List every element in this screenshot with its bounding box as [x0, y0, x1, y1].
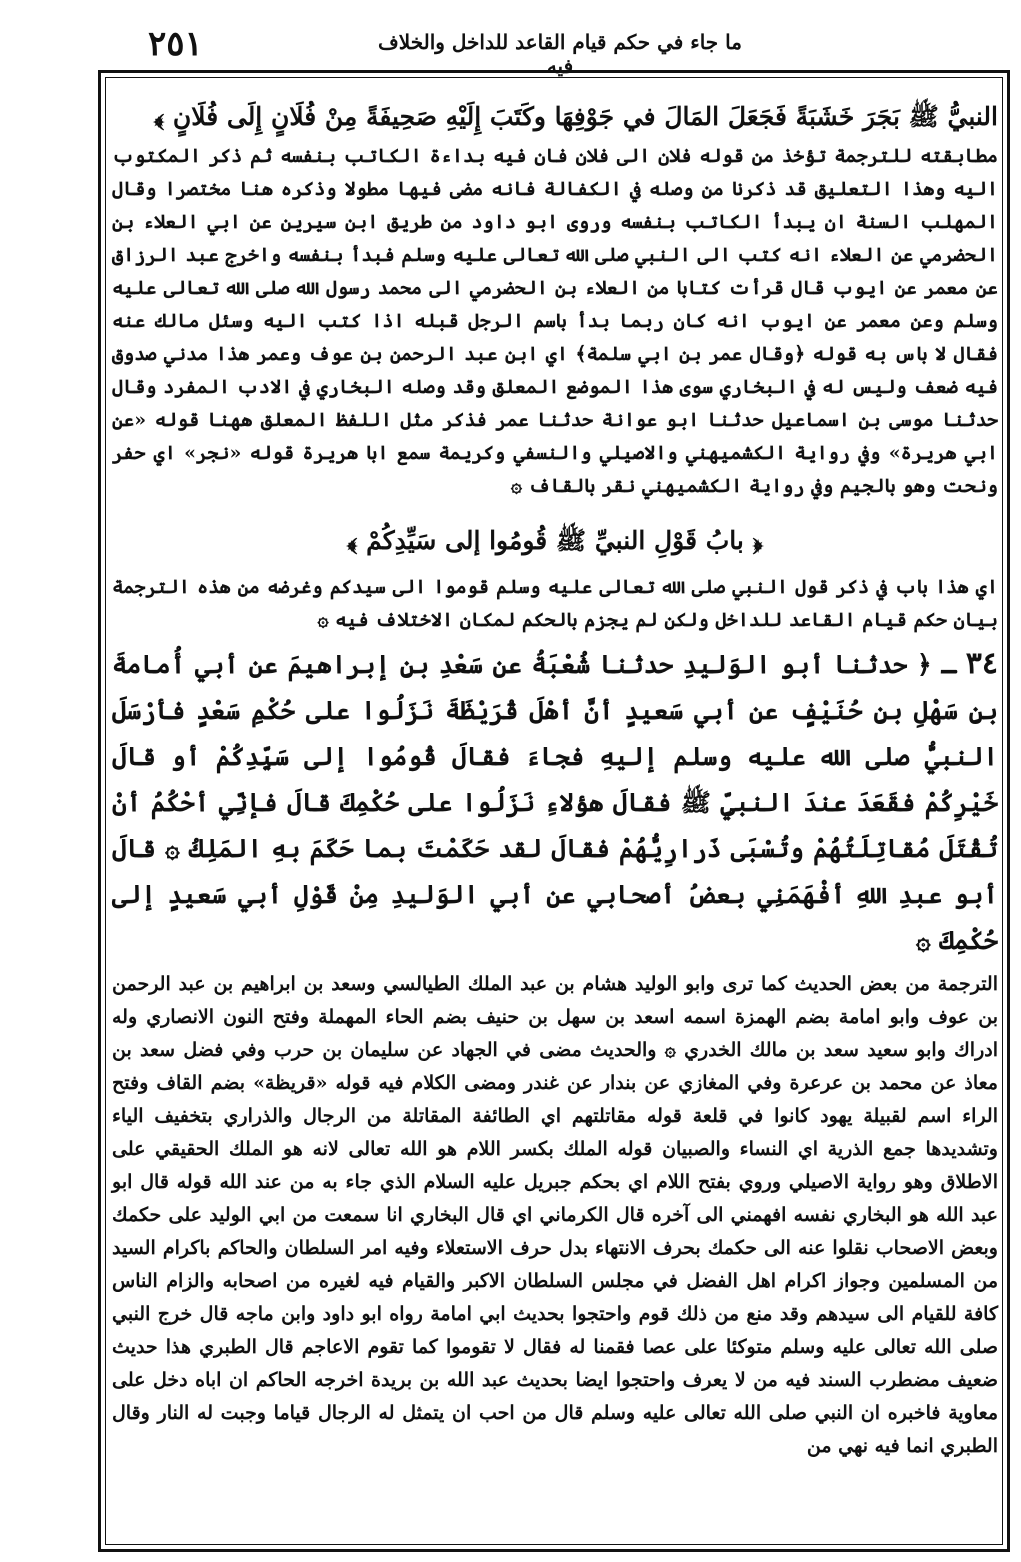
page-body — [112, 94, 998, 1463]
hadith-number: ٣٤ — [965, 646, 998, 681]
page-number: ٢٥١ — [148, 24, 203, 64]
hadith-text — [112, 641, 998, 964]
commentary-paragraph: مطابقته للترجمة تؤخذ من قوله فلان الى فلان فان فيه بداءة الكاتب بنفسه ثم ذكر المكتوب اليه وهذا التعليق قد ذكرنا من وصله في الكفالة فانه مضى فيها مطولا وذكره هنا مختصرا وقال المهلب السنة ان يبدأ الكاتب بنفسه وروى ابو داود من طريق ابن سيرين عن ابي العلاء بن الحضرمي عن العلاء انه كتب الى النبي صلى الله تعالى عليه وسلم فبدأ بنفسه واخرج عبد الرزاق عن معمر عن ايوب قال قرأت كتابا من العلاء بن الحضرمي الى محمد رسول الله صلى الله تعالى عليه وسلم وعن معمر عن ايوب انه كان ربما بدأ باسم الرجل قبله اذا كتب اليه وسئل مالك عنه فقال لا باس به قوله ﴿وقال عمر بن ابي سلمة﴾ اي ابن عبد الرحمن بن عوف وعمر هذا مدني صدوق فيه ضعف وليس له في البخاري سوى هذا الموضع المعلق وقد وصله البخاري في الادب المفرد وقال حدثنا موسى بن اسماعيل حدثنا ابو عوانة حدثنا عمر فذكر مثل اللفظ المعلق ههنا قوله «عن ابي هريرة» وفي رواية الكشميهني والاصيلي والنسفي وكريمة سمع ابا هريرة قوله «نجر» اي حفر ونحت وهو بالجيم وفي رواية الكشميهني نقر بالقاف ۞ — [112, 145, 998, 497]
matn-text: النبيُّ ﷺ بَجَرَ خَشَبَةً فَجَعَلَ المَالَ في جَوْفِهَا وكَتَبَ إِلَيْهِ صَحِيفَةً مِنْ فُلَانٍ إِلَى فُلَانٍ ﴾ — [153, 102, 998, 131]
hadith-dash: ـ — [931, 650, 966, 679]
chapter-heading: ﴿ بابُ قَوْلِ النبيِّ ﷺ قُومُوا إلى سَيِّدِكُمْ ﴾ — [347, 526, 763, 555]
hadith-body: ﴿ حدثنا أبو الوَليدِ حدثنا شُعْبَةُ عن سَعْدِ بنِ إبراهيمَ عن أبي أُمامةَ بنِ سَهْلِ بنِ حُنَيْفٍ عن أبي سَعيدٍ أنَّ أهْلَ قُرَيْظَةَ نَزَلُوا على حُكْمِ سَعْدٍ فأرْسَلَ النبيُّ صلى الله عليه وسلم إليهِ فجاءَ فقالَ قُومُوا إلى سَيِّدِكُمْ أو قالَ خَيْرِكُمْ فقَعَدَ عندَ النبيِّ ﷺ فقالَ هؤلاءِ نَزَلُوا على حُكْمِكَ قالَ فإنِّي أحْكُمُ أنْ تُقْتَلَ مُقاتِلَتُهُمْ وتُسْبَى ذَرارِيُّهُمْ فقالَ لقد حَكَمْتَ بما حَكَمَ بهِ المَلِكُ ۞ قالَ أبو عبدِ اللهِ أفْهَمَنِي بعضُ أصحابي عن أبي الوَليدِ مِنْ قَوْلِ أبي سَعيدٍ إلى حُكْمِكَ ۞ — [112, 650, 998, 955]
running-title: ما جاء في حكم قيام القاعد للداخل والخلاف فيه — [378, 30, 742, 78]
commentary-paragraph: اي هذا باب في ذكر قول النبي صلى الله تعالى عليه وسلم قوموا الى سيدكم وغرضه من هذه الترجمة بيان حكم قيام القاعد للداخل ولكن لم يجزم بالحكم لمكان الاختلاف فيه ۞ — [112, 576, 998, 631]
commentary-paragraph: الترجمة من بعض الحديث كما ترى وابو الوليد هشام بن عبد الملك الطيالسي وسعد بن ابراهيم بن عبد الرحمن بن عوف وابو امامة بضم الهمزة اسمه اسعد بن سهل بن حنيف بضم الحاء المهملة وفتح النون الانصاري وله ادراك وابو سعيد سعد بن مالك الخدري ۞ والحديث مضى في الجهاد عن سليمان بن حرب وفي فضل سعد بن معاذ عن محمد بن عرعرة وفي المغازي عن بندار عن غندر ومضى الكلام فيه قوله «قريظة» بضم القاف وفتح الراء اسم لقبيلة يهود كانوا في قلعة قوله مقاتلتهم اي الطائفة المقاتلة من الرجال والذراري بتخفيف الياء وتشديدها جمع الذرية اي النساء والصبيان قوله الملك بكسر اللام هو الله تعالى لانه هو الملك الحقيقي على الاطلاق وهو رواية الاصيلي وروي بفتح اللام اي بحكم جبريل عليه السلام الذي جاء به من عند الله قوله قال ابو عبد الله هو البخاري نفسه افهمني الى آخره قال الكرماني اي قال البخاري انا سمعت من ابي الوليد على حكمك وبعض الاصحاب نقلوا عنه الى حكمك بحرف الانتهاء بدل حرف الاستعلاء وفيه امر السلطان والحاكم باكرام السيد من المسلمين وجواز اكرام اهل الفضل في مجلس السلطان الاكبر والقيام فيه لغيره من اصحابه والزام الناس كافة للقيام الى سيدهم وقد منع من ذلك قوم واحتجوا بحديث ابي امامة رواه ابو داود وابن ماجه قال خرج النبي صلى الله تعالى عليه وسلم متوكئا على عصا فقمنا له فقال لا تقوموا كما تقوم الاعاجم قال الطبري هذا حديث ضعيف مضطرب السند فيه من لا يعرف واحتجوا ايضا بحديث عبد الله بن بريدة اخرجه الحاكم ان اباه دخل على معاوية فاخبره ان النبي صلى الله تعالى عليه وسلم قال من احب ان يتمثل له الرجال قياما وجبت له النار وقال الطبري انما فيه نهي من — [112, 973, 998, 1457]
